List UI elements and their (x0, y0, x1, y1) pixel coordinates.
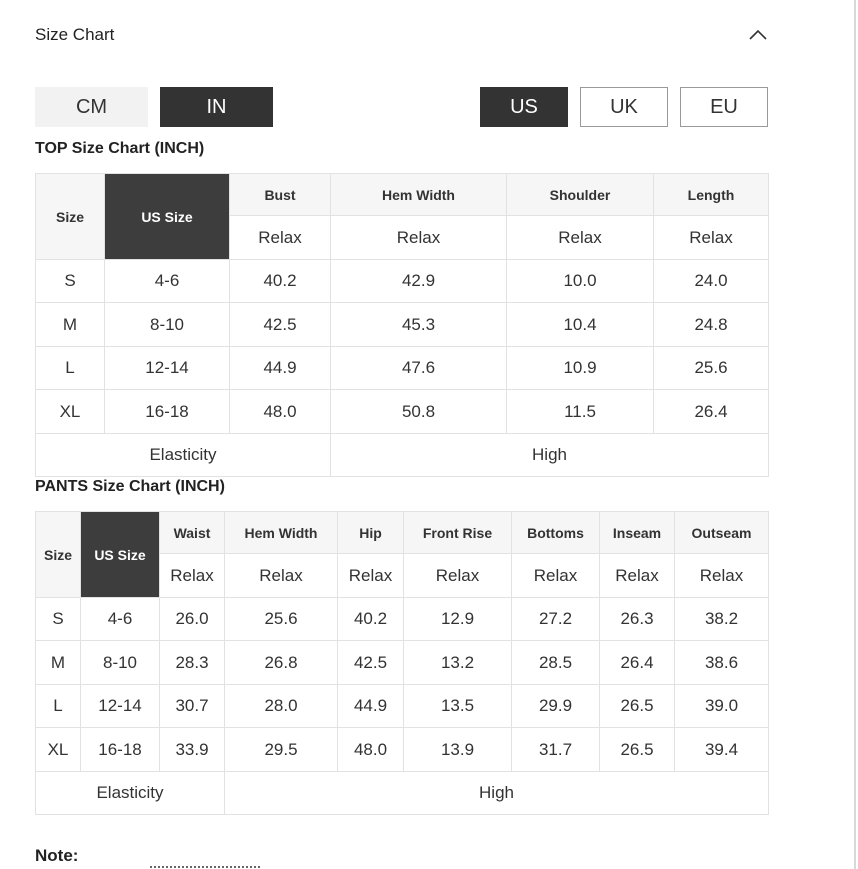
size-cell: M (36, 303, 105, 347)
fit-cell: Relax (512, 554, 600, 598)
fit-cell: Relax (160, 554, 225, 598)
fit-cell: Relax (225, 554, 338, 598)
table-row (36, 303, 769, 347)
page-edge-divider (854, 0, 856, 869)
value-cell: 48.0 (338, 728, 404, 772)
us-size-cell: 8-10 (81, 641, 160, 685)
value-cell: 10.4 (507, 303, 654, 347)
pants-chart-title: PANTS Size Chart (INCH) (35, 478, 225, 495)
value-cell: 40.2 (230, 260, 331, 303)
value-cell: 13.2 (404, 641, 512, 685)
shoulder-header: Shoulder (507, 174, 654, 216)
pants-header-row (36, 512, 769, 554)
hem-width-header: Hem Width (331, 174, 507, 216)
value-cell: 13.9 (404, 728, 512, 772)
value-cell: 11.5 (507, 390, 654, 434)
fit-cell: Relax (600, 554, 675, 598)
value-cell: 13.5 (404, 685, 512, 728)
unit-in-button[interactable]: IN (160, 87, 273, 127)
region-eu-button[interactable]: EU (680, 87, 768, 127)
us-size-cell: 4-6 (105, 260, 230, 303)
value-cell: 24.8 (654, 303, 769, 347)
size-cell: L (36, 685, 81, 728)
size-chart-title: Size Chart (35, 25, 115, 44)
region-uk-button[interactable]: UK (580, 87, 668, 127)
value-cell: 33.9 (160, 728, 225, 772)
value-cell: 44.9 (230, 347, 331, 390)
value-cell: 39.4 (675, 728, 769, 772)
value-cell: 10.0 (507, 260, 654, 303)
fit-cell: Relax (331, 216, 507, 260)
value-cell: 29.9 (512, 685, 600, 728)
bust-header: Bust (230, 174, 331, 216)
size-cell: S (36, 260, 105, 303)
us-size-cell: 16-18 (105, 390, 230, 434)
elasticity-label: Elasticity (36, 772, 225, 815)
value-cell: 28.3 (160, 641, 225, 685)
front-rise-header: Front Rise (404, 512, 512, 554)
unit-cm-button[interactable]: CM (35, 87, 148, 127)
size-header: Size (36, 512, 81, 598)
value-cell: 38.6 (675, 641, 769, 685)
us-size-cell: 12-14 (81, 685, 160, 728)
us-size-header: US Size (81, 512, 160, 598)
inseam-header: Inseam (600, 512, 675, 554)
elasticity-value: High (225, 772, 769, 815)
fit-cell: Relax (654, 216, 769, 260)
size-cell: L (36, 347, 105, 390)
note-label: Note: (35, 846, 79, 865)
size-cell: XL (36, 390, 105, 434)
value-cell: 39.0 (675, 685, 769, 728)
value-cell: 45.3 (331, 303, 507, 347)
value-cell: 27.2 (512, 598, 600, 641)
value-cell: 29.5 (225, 728, 338, 772)
value-cell: 28.0 (225, 685, 338, 728)
elasticity-label: Elasticity (36, 434, 331, 477)
elasticity-row (36, 434, 769, 477)
elasticity-row (36, 772, 769, 815)
table-row (36, 728, 769, 772)
size-cell: M (36, 641, 81, 685)
value-cell: 12.9 (404, 598, 512, 641)
value-cell: 26.4 (600, 641, 675, 685)
value-cell: 40.2 (338, 598, 404, 641)
value-cell: 25.6 (225, 598, 338, 641)
value-cell: 42.5 (230, 303, 331, 347)
value-cell: 48.0 (230, 390, 331, 434)
table-row (36, 641, 769, 685)
hem-width-header: Hem Width (225, 512, 338, 554)
bottoms-header: Bottoms (512, 512, 600, 554)
value-cell: 26.4 (654, 390, 769, 434)
fit-cell: Relax (507, 216, 654, 260)
table-row (36, 685, 769, 728)
value-cell: 42.5 (338, 641, 404, 685)
value-cell: 50.8 (331, 390, 507, 434)
size-header: Size (36, 174, 105, 260)
fit-cell: Relax (230, 216, 331, 260)
value-cell: 30.7 (160, 685, 225, 728)
value-cell: 31.7 (512, 728, 600, 772)
value-cell: 26.8 (225, 641, 338, 685)
value-cell: 28.5 (512, 641, 600, 685)
value-cell: 44.9 (338, 685, 404, 728)
length-header: Length (654, 174, 769, 216)
us-size-cell: 12-14 (105, 347, 230, 390)
table-row (36, 347, 769, 390)
value-cell: 26.5 (600, 685, 675, 728)
us-size-header: US Size (105, 174, 230, 260)
table-row (36, 390, 769, 434)
fit-cell: Relax (675, 554, 769, 598)
value-cell: 38.2 (675, 598, 769, 641)
pants-size-table (35, 511, 769, 815)
value-cell: 26.5 (600, 728, 675, 772)
size-chart-header[interactable] (35, 24, 768, 48)
table-row (36, 598, 769, 641)
value-cell: 24.0 (654, 260, 769, 303)
value-cell: 26.0 (160, 598, 225, 641)
elasticity-value: High (331, 434, 769, 477)
top-chart-title: TOP Size Chart (INCH) (35, 140, 205, 157)
value-cell: 26.3 (600, 598, 675, 641)
value-cell: 10.9 (507, 347, 654, 390)
us-size-cell: 8-10 (105, 303, 230, 347)
top-size-table (35, 173, 769, 477)
value-cell: 42.9 (331, 260, 507, 303)
size-cell: XL (36, 728, 81, 772)
size-cell: S (36, 598, 81, 641)
us-size-cell: 4-6 (81, 598, 160, 641)
value-cell: 25.6 (654, 347, 769, 390)
waist-header: Waist (160, 512, 225, 554)
outseam-header: Outseam (675, 512, 769, 554)
chevron-up-icon[interactable] (748, 26, 768, 42)
hip-header: Hip (338, 512, 404, 554)
us-size-cell: 16-18 (81, 728, 160, 772)
fit-cell: Relax (338, 554, 404, 598)
region-us-button[interactable]: US (480, 87, 568, 127)
value-cell: 47.6 (331, 347, 507, 390)
table-row (36, 260, 769, 303)
fit-cell: Relax (404, 554, 512, 598)
top-header-row (36, 174, 769, 216)
